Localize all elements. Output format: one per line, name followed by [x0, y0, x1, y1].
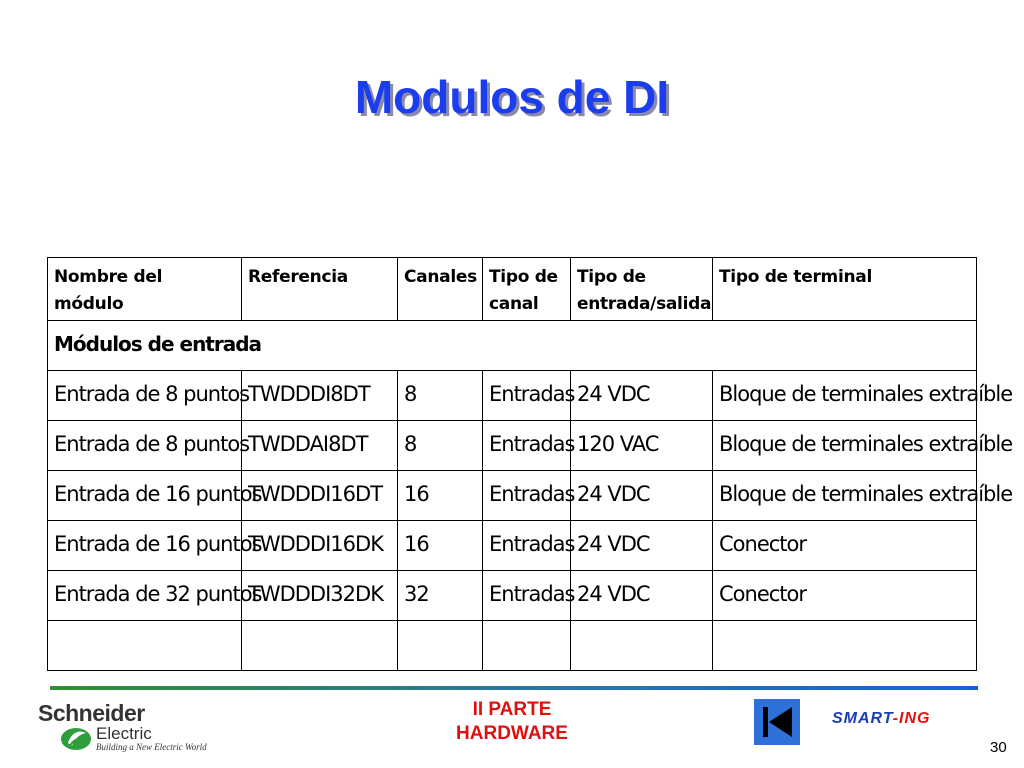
- cell-terminal-type: Conector: [713, 571, 977, 621]
- cell-terminal-type: Conector: [713, 521, 977, 571]
- column-header: Tipo de terminal: [713, 258, 977, 321]
- cell-terminal-type: Bloque de terminales extraíble: [713, 471, 977, 521]
- schneider-leaf-icon: [60, 726, 92, 752]
- smart-logo-part2: -ING: [892, 710, 931, 727]
- cell-reference: TWDDDI16DT: [242, 471, 398, 521]
- cell-module-name: Entrada de 16 puntos: [48, 521, 242, 571]
- table-row: [48, 371, 977, 421]
- cell-channel-type: Entradas: [483, 571, 571, 621]
- footer-divider: [50, 686, 978, 690]
- first-slide-button[interactable]: [754, 699, 800, 745]
- cell-io-type: 120 VAC: [571, 421, 713, 471]
- section-label: Módulos de entrada: [48, 321, 977, 371]
- cell-channel-type: Entradas: [483, 371, 571, 421]
- logo-tagline: Building a New Electric World: [96, 742, 207, 752]
- cell-channels: 16: [398, 521, 483, 571]
- cell-io-type: 24 VDC: [571, 371, 713, 421]
- table-header-row: [48, 258, 977, 321]
- cell-module-name: Entrada de 16 puntos: [48, 471, 242, 521]
- cell-channels: 8: [398, 371, 483, 421]
- caption-line-2: HARDWARE: [456, 723, 568, 744]
- cell-module-name: Entrada de 8 puntos: [48, 371, 242, 421]
- logo-brand: Schneider: [38, 700, 145, 726]
- column-header: Tipo de entrada/salida: [571, 258, 713, 321]
- column-header: Canales: [398, 258, 483, 321]
- section-caption: [412, 698, 612, 746]
- cell-channels: 32: [398, 571, 483, 621]
- caption-line-1: II PARTE: [472, 699, 552, 720]
- cell-io-type: 24 VDC: [571, 571, 713, 621]
- table-row-truncated: [48, 621, 977, 671]
- cell-reference: TWDDDI16DK: [242, 521, 398, 571]
- page-number: 30: [990, 739, 1007, 756]
- table-row: [48, 471, 977, 521]
- cell-channels: 8: [398, 421, 483, 471]
- cell-reference: TWDDAI8DT: [242, 421, 398, 471]
- cell-channel-type: Entradas: [483, 421, 571, 471]
- schneider-logo: [38, 700, 238, 758]
- section-row: [48, 321, 977, 371]
- cell-reference: TWDDDI32DK: [242, 571, 398, 621]
- slide-title: Modulos de DI: [354, 71, 670, 123]
- cell-channel-type: Entradas: [483, 471, 571, 521]
- table-row: [48, 421, 977, 471]
- logo-sub: Electric: [96, 724, 152, 743]
- column-header: Referencia: [242, 258, 398, 321]
- cell-module-name: Entrada de 8 puntos: [48, 421, 242, 471]
- cell-module-name: Entrada de 32 puntos: [48, 571, 242, 621]
- first-slide-icon: [754, 699, 800, 745]
- cell-channels: 16: [398, 471, 483, 521]
- cell-io-type: 24 VDC: [571, 471, 713, 521]
- cell-terminal-type: Bloque de terminales extraíble: [713, 371, 977, 421]
- cell-channel-type: Entradas: [483, 521, 571, 571]
- cell-terminal-type: Bloque de terminales extraíble: [713, 421, 977, 471]
- smart-logo-part1: SMART: [832, 710, 893, 727]
- table-row: [48, 571, 977, 621]
- table-row: [48, 521, 977, 571]
- column-header: Tipo de canal: [483, 258, 571, 321]
- cell-io-type: 24 VDC: [571, 521, 713, 571]
- cell-reference: TWDDDI8DT: [242, 371, 398, 421]
- module-table: [47, 257, 1013, 623]
- smart-ing-logo: [832, 710, 931, 728]
- column-header: Nombre del módulo: [48, 258, 242, 321]
